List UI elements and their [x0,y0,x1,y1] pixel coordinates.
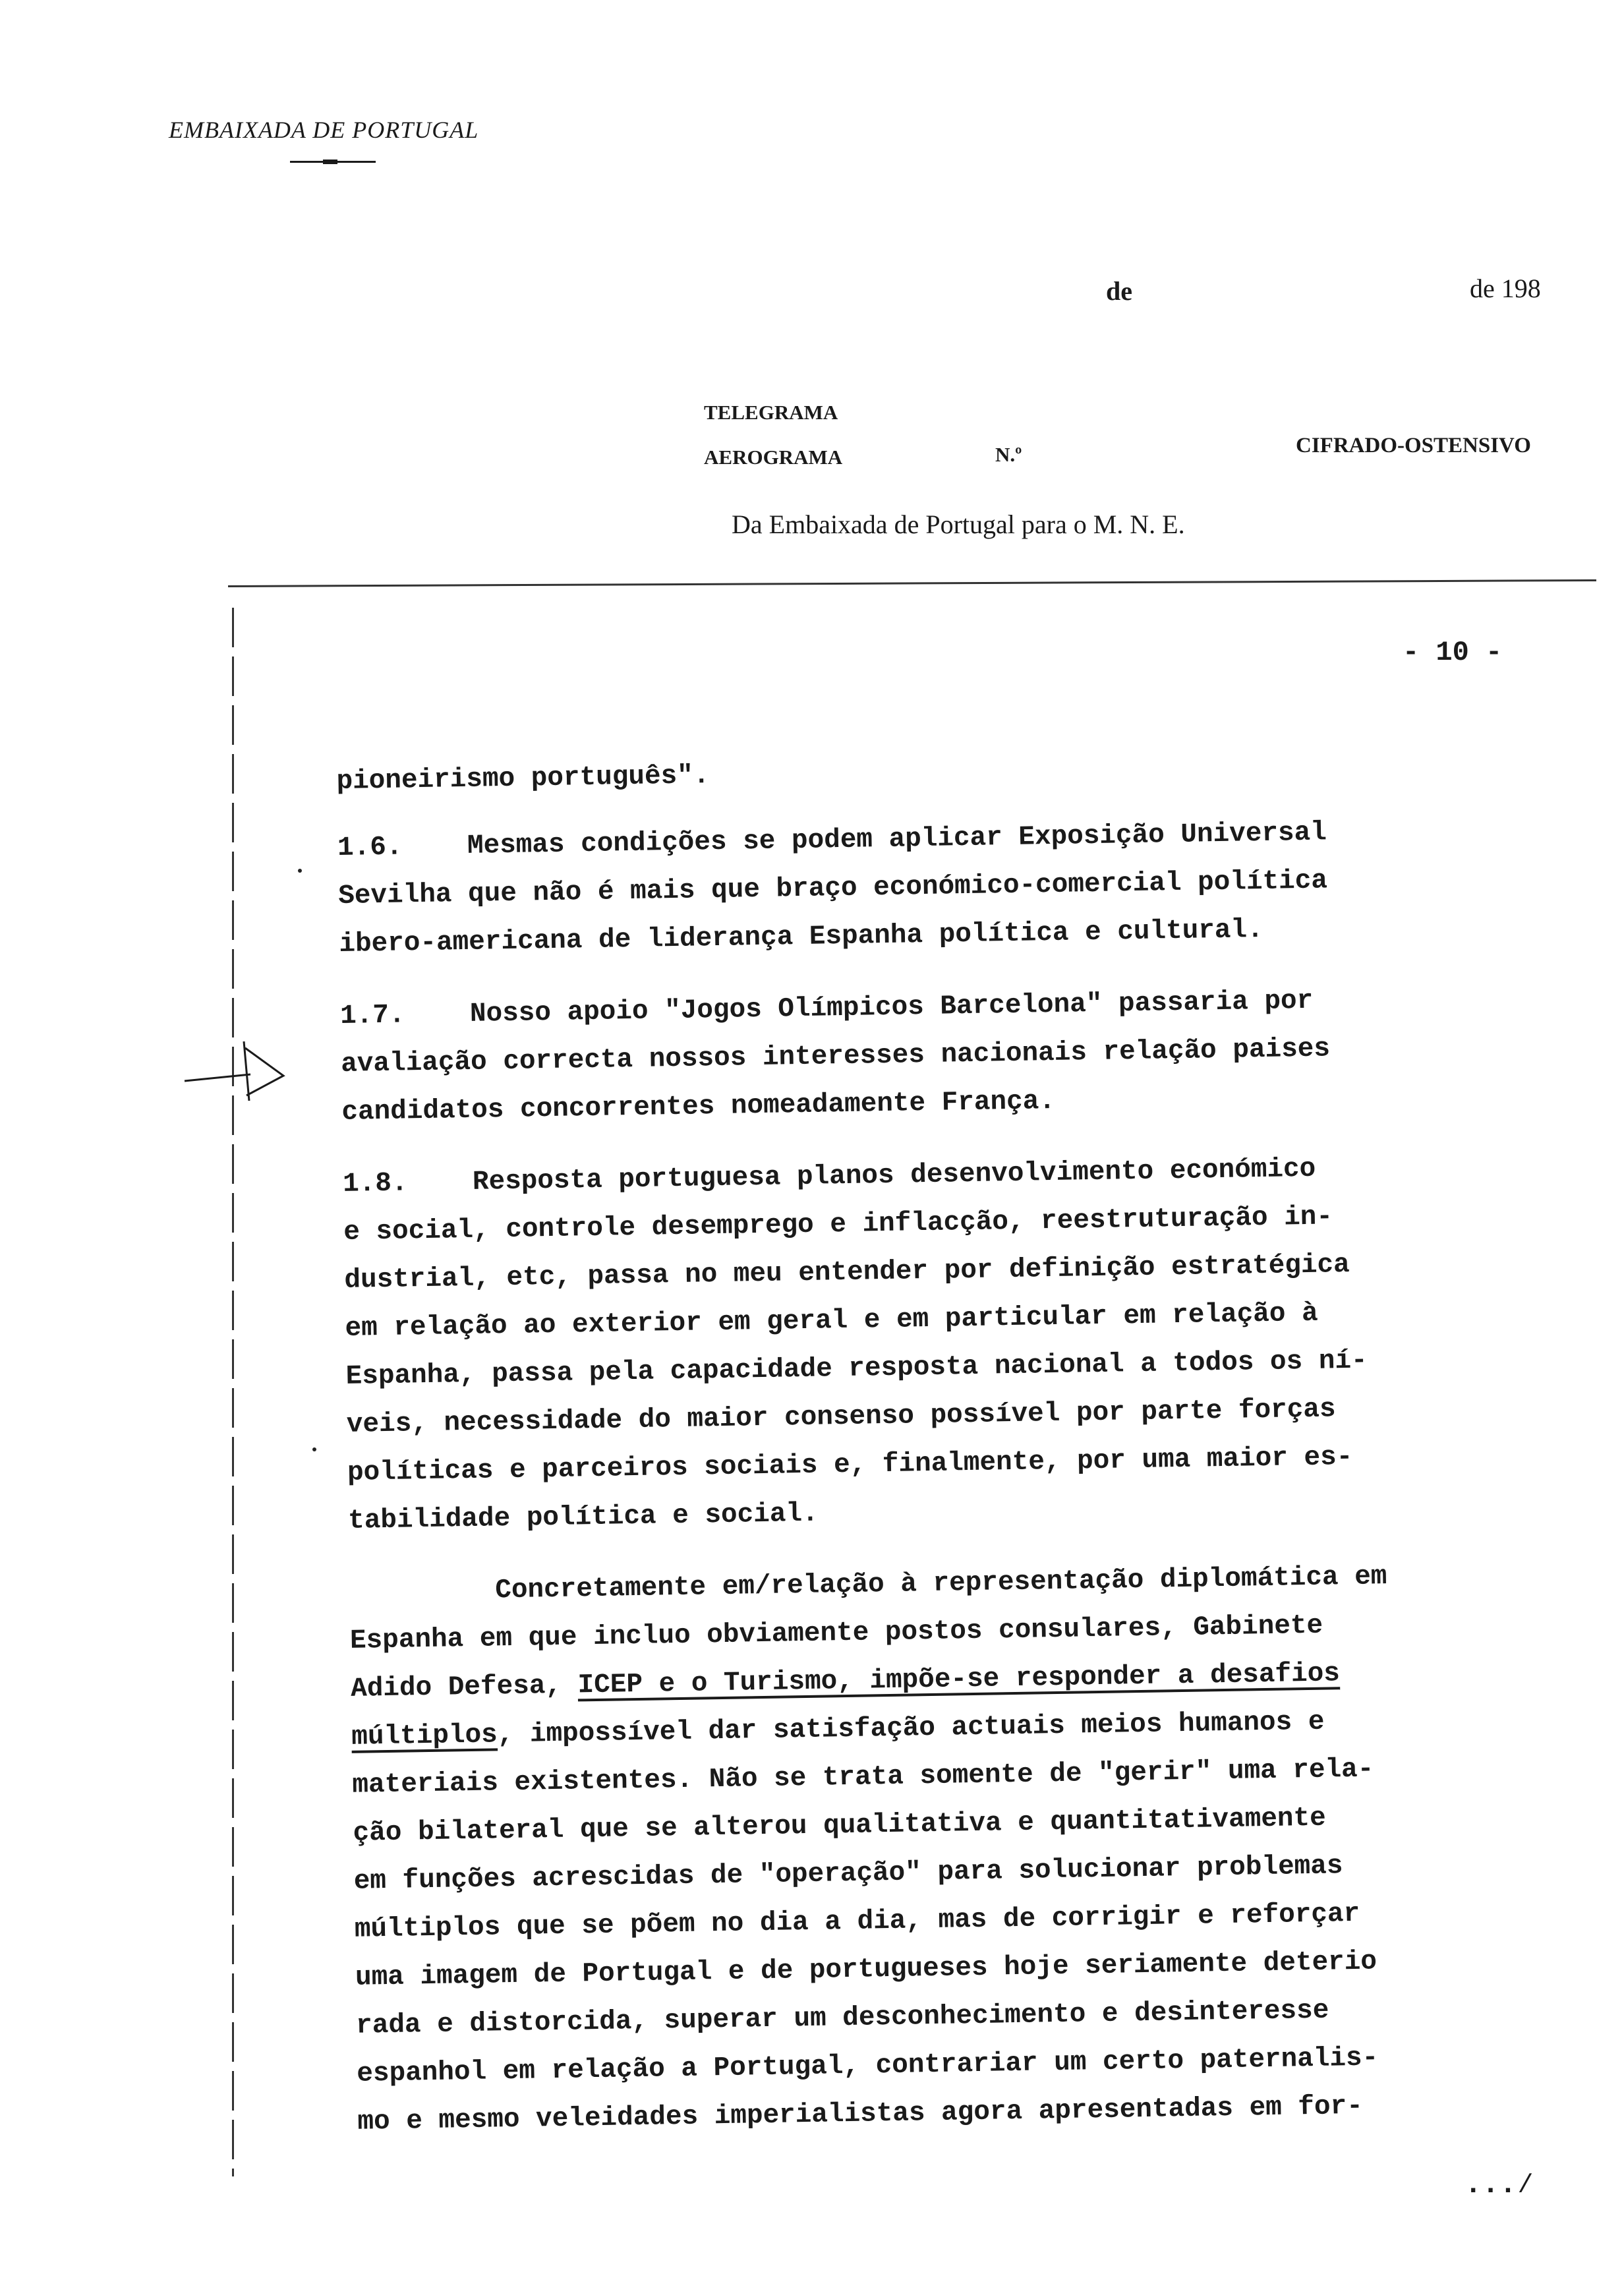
paragraph-1-8 [343,1141,1601,1546]
text-line: Concretamente em/relação à representação diplomática em [349,1561,1387,1608]
text-line: ção bilateral que se alterou qualitativa e quantitativamente [353,1803,1327,1849]
underlined-text: ICEP e o Turismo, impõe-se responder a desafios [577,1658,1341,1701]
date-day-label: de [1106,276,1132,306]
text-line: rada e distorcida, superar um desconhecimento e desinteresse [355,1995,1329,2041]
text-line: 1.7. Nosso apoio "Jogos Olímpicos Barcelona" passaria por [339,985,1314,1032]
continuation-mark: ...⁄ [1464,2169,1534,2201]
text-line: Espanha, passa pela capacidade resposta nacional a todos os ní- [345,1345,1368,1392]
text-line: uma imagem de Portugal e de portugueses hoje seriamente deterio [355,1946,1378,1993]
margin-dot [312,1447,316,1451]
text-line: mo e mesmo veleidades imperialistas agora apresentadas em for- [357,2091,1364,2138]
date-year-label: de 198 [1470,274,1541,303]
text-line: Espanha em que incluo obviamente postos consulares, Gabinete [349,1610,1323,1656]
text-line: dustrial, etc, passa no meu entender por definição estratégica [344,1249,1350,1296]
text-line: 1.6. Mesmas condições se podem aplicar Exposição Universal [337,817,1327,863]
text-span: , impossível dar satisfação actuais meios humanos e [497,1706,1325,1751]
embassy-letterhead: EMBAIXADA DE PORTUGAL [169,117,479,143]
page-number: - 10 - [1403,637,1503,668]
horizontal-rule [228,579,1596,587]
margin-arrow-icon [178,1035,297,1107]
number-label: N.º [995,443,1022,466]
underlined-text: múltiplos [351,1720,498,1753]
aerograma-label: AEROGRAMA [704,446,843,469]
text-line: políticas e parceiros sociais e, finalmente, por uma maior es- [347,1442,1353,1488]
text-line: candidatos concorrentes nomeadamente França. [341,1086,1056,1128]
paragraph-1-7 [340,973,1594,1137]
text-line: múltiplos que se põem no dia a dia, mas de corrigir e reforçar [354,1898,1360,1945]
sender-recipient-line: Da Embaixada de Portugal para o M. N. E. [732,510,1185,539]
telegrama-label: TELEGRAMA [704,401,838,424]
margin-dot [298,869,302,873]
text-line: espanhol em relação a Portugal, contrariar um certo paternalis- [357,2043,1379,2089]
text-line: veis, necessidade do maior consenso possível por parte forças [346,1394,1336,1440]
text-line: em funções acrescidas de "operação" para solucionar problemas [353,1851,1343,1897]
text-line: materiais existentes. Não se trata somente de "gerir" uma rela- [352,1754,1374,1801]
text-line: Sevilha que não é mais que braço económico-comercial política [337,865,1328,912]
letterhead-divider [290,161,376,163]
text-line: pioneirismo português". [336,761,710,797]
text-line: avaliação correcta nossos interesses nacionais relação paises [340,1034,1331,1080]
text-line: 1.8. Resposta portuguesa planos desenvolvimento económico [342,1153,1316,1200]
cifrado-label: CIFRADO-OSTENSIVO [1296,434,1531,457]
paragraph-1-6 [337,805,1592,969]
text-line: em relação ao exterior em geral e em particular em relação à [345,1298,1319,1344]
text-span: Adido Defesa, [350,1670,578,1705]
vertical-margin-rule [232,608,234,2176]
text-line: tabilidade política e social. [347,1498,819,1536]
paragraph-concretamente [349,1550,1610,2147]
document-body [336,738,1610,2147]
text-line: ibero-americana de liderança Espanha política e cultural. [339,914,1264,960]
text-line: e social, controle desemprego e inflacção, reestruturação in- [343,1202,1333,1248]
